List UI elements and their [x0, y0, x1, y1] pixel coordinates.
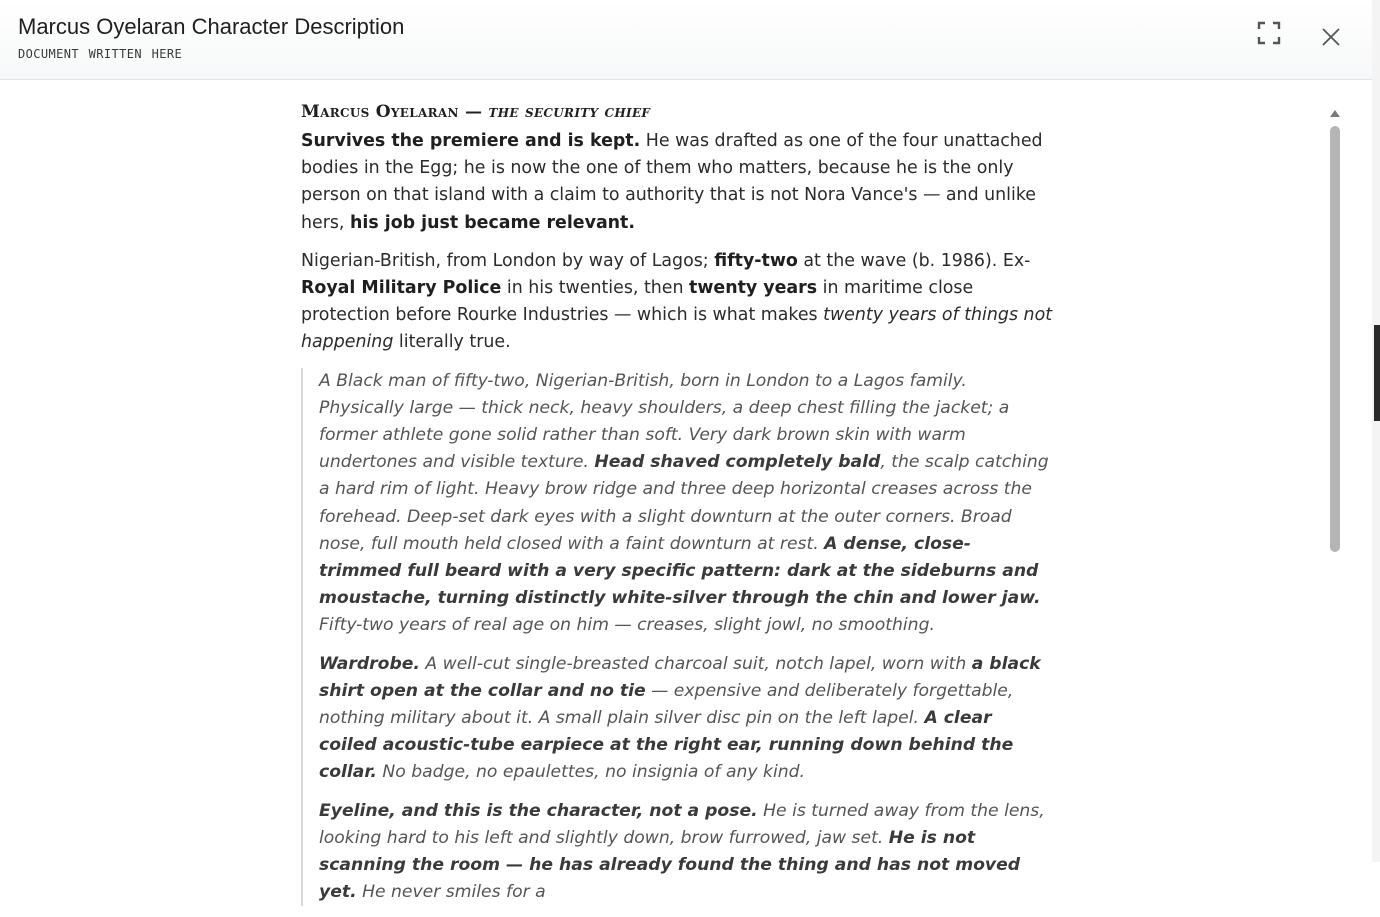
q3-text-2: He never smiles for a [356, 882, 546, 903]
p2-bold-1: fifty-two [714, 250, 798, 271]
heading-role: the security chief [488, 102, 651, 122]
q1-text-1: A Black man of fifty-two, Nigerian-British, born in London to a Lagos family. Physically large — thick neck, heavy shoulders, a deep chest filling the jacket; a former athlete gone solid rather than soft. Very dark brown skin with warm undertones and visible texture. [319, 370, 1010, 473]
p2-text-4: in maritime close protection before Rourke Industries — which is what makes [301, 278, 974, 326]
viewer-header [0, 0, 1372, 80]
q1-bold-2: A dense, close-trimmed full beard with a very specific pattern: dark at the sideburns and moustache, turning distinctly white-silver through the chin and lower jaw. [319, 533, 1041, 609]
q1-text-2: , the scalp catching a hard rim of light. Heavy brow ridge and three deep horizontal creases across the forehead. Deep-set dark eyes with a slight downturn at the outer corners. Broad nose, full mouth held closed with a faint downturn at rest. [319, 452, 1049, 554]
quote-paragraph-2 [319, 651, 1053, 787]
q2-text-2: — expensive and deliberately forgettable, nothing military about it. A small plain silver disc pin on the left lapel. [319, 680, 1014, 729]
q2-bold-2: a black shirt open at the collar and no tie [319, 653, 1041, 701]
q3-text-1: He is turned away from the lens, looking hard to his left and slightly down, brow furrowed, jaw set. [319, 800, 1045, 848]
p2-text-3: in his twenties, then [501, 278, 690, 299]
document-subtitle: DOCUMENT WRITTEN HERE [18, 47, 183, 61]
p2-text-5: literally true. [393, 332, 511, 353]
document-title: Marcus Oyelaran Character Description [18, 14, 405, 39]
quote-paragraph-1 [319, 368, 1053, 640]
scrollbar-thumb[interactable] [1330, 126, 1340, 552]
description-blockquote [301, 368, 1053, 907]
expand-button[interactable] [1254, 18, 1284, 48]
p2-bold-2: Royal Military Police [301, 278, 502, 299]
p1-text-1: He was drafted as one of the four unattached bodies in the Egg; he is now the one of them who matters, because he is the only person on that island with a claim to authority that is not Nora Vance's — and unlike hers, [301, 131, 1043, 233]
q3-bold-2: He is not scanning the room — he has already found the thing and has not moved yet. [319, 827, 1021, 903]
q2-text-3: No badge, no epaulettes, no insignia of any kind. [376, 762, 805, 783]
expand-icon [1257, 21, 1281, 45]
p2-text-1: Nigerian-British, from London by way of Lagos; [301, 250, 715, 271]
q1-bold-1: Head shaved completely bald [594, 452, 881, 473]
close-button[interactable] [1316, 22, 1346, 52]
q3-bold-1: Eyeline, and this is the character, not a pose. [319, 800, 758, 821]
scroll-up-arrow-icon[interactable] [1330, 110, 1340, 117]
quote-paragraph-3 [319, 798, 1053, 907]
p1-bold-2: his job just became relevant. [350, 212, 635, 233]
p1-bold-1: Survives the premiere and is kept. [301, 131, 641, 151]
background-window-edge [1372, 0, 1380, 862]
background-window-dark-edge [1374, 325, 1380, 421]
q2-text-1: A well-cut single-breasted charcoal suit, notch lapel, worn with [419, 653, 972, 674]
p2-italic-1: twenty years of things not happening [301, 305, 1053, 353]
close-icon [1321, 27, 1341, 47]
q1-text-3: Fifty-two years of real age on him — creases, slight jowl, no smoothing. [319, 615, 935, 636]
q2-bold-1: Wardrobe. [319, 653, 420, 674]
paragraph-2 [301, 248, 1053, 357]
document-content [301, 102, 1053, 917]
p2-text-2: at the wave (b. 1986). Ex- [797, 250, 1031, 271]
p2-bold-3: twenty years [689, 278, 818, 299]
paragraph-1 [301, 128, 1053, 237]
heading-name: Marcus Oyelaran [301, 102, 459, 122]
section-heading [301, 102, 1053, 122]
vertical-scrollbar[interactable] [1328, 106, 1342, 862]
q2-bold-3: A clear coiled acoustic-tube earpiece at the right ear, running down behind the collar. [319, 708, 1014, 783]
heading-separator: — [458, 102, 489, 122]
